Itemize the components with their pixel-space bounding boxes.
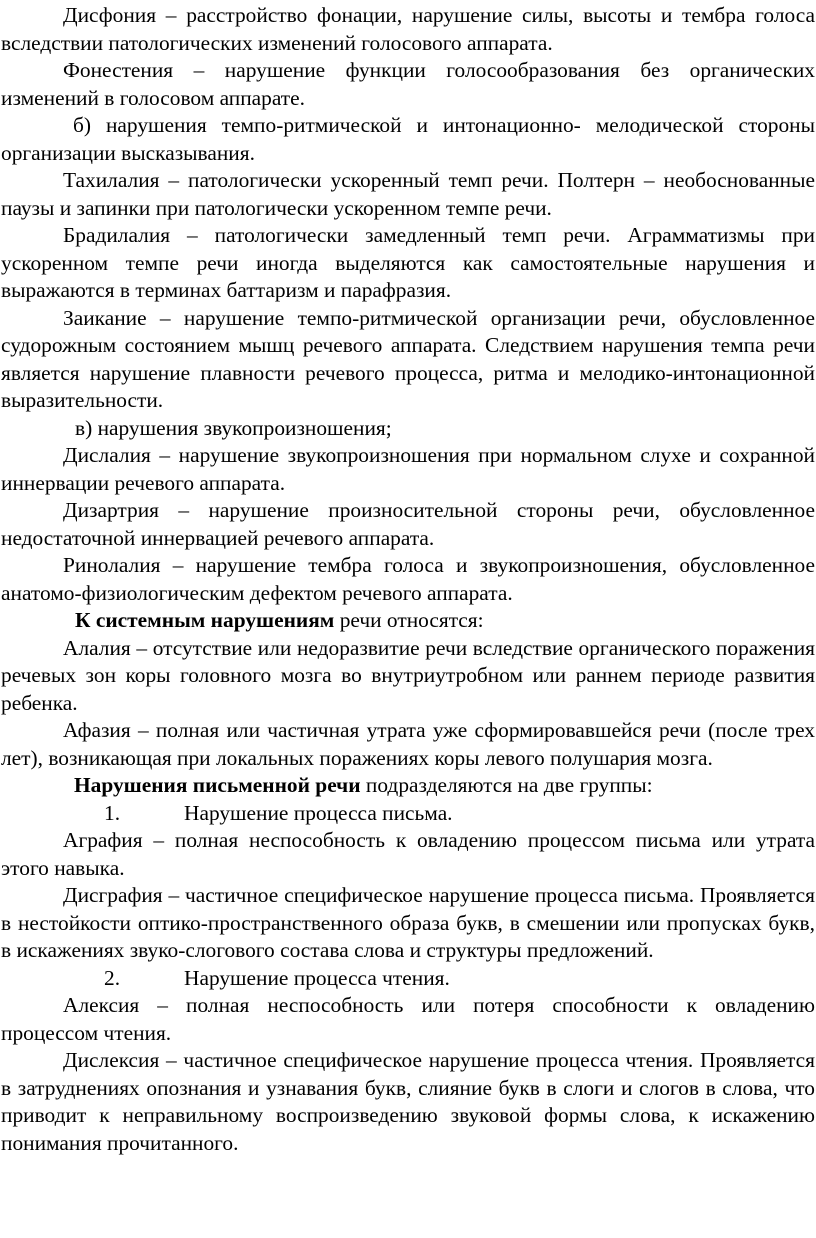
paragraph-alalia: Алалия – отсутствие или недоразвитие речи вследствие органического поражения речевых зон коры головного мозга во внутриутробном или раннем периоде развития ребенка. — [1, 635, 815, 715]
list-item-label: Нарушение процесса чтения. — [184, 965, 450, 990]
paragraph-tempo-heading: б) нарушения темпо-ритмической и интонационно- мелодической стороны организации высказывания. — [1, 113, 815, 165]
paragraph-articulation-heading: в) нарушения звукопроизношения; — [75, 415, 392, 440]
list-item-writing — [1, 800, 815, 828]
paragraph-dysgraphia: Дисграфия – частичное специфическое нарушение процесса письма. Проявляется в нестойкости оптико-пространственного образа букв, в смешении или пропусках букв, в искажениях звуко-слогового состава слова и структуры предложений. — [1, 883, 815, 962]
paragraph-aphasia: Афазия – полная или частичная утрата уже сформировавшейся речи (после трех лет), возникающая при локальных поражениях коры левого полушария мозга. — [1, 718, 815, 770]
systemic-heading-bold: К системным нарушениям — [75, 608, 335, 632]
list-item-label: Нарушение процесса письма. — [184, 800, 453, 825]
written-heading-bold: Нарушения письменной речи — [74, 773, 361, 797]
paragraph-dyslexia: Дислексия – частичное специфическое нарушение процесса чтения. Проявляется в затруднениях опознания и узнавания букв, слияние букв в слоги и слогов в слова, что приводит к неправильному воспроизведению звуковой формы слова, к искажению понимания прочитанного. — [1, 1048, 815, 1155]
list-item-reading — [1, 965, 815, 993]
paragraph-tachylalia: Тахилалия – патологически ускоренный темп речи. Полтерн – необоснованные паузы и запинки при патологически ускоренном темпе речи. — [1, 168, 815, 220]
paragraph-stuttering: Заикание – нарушение темпо-ритмической организации речи, обусловленное судорожным состоянием мышц речевого аппарата. Следствием нарушения темпа речи является нарушение плавности речевого процесса, ритма и мелодико-интонационной выразительности. — [1, 305, 815, 412]
list-number: 2. — [104, 965, 121, 990]
paragraph-agraphia: Аграфия – полная неспособность к овладению процессом письма или утрата этого навыка. — [1, 828, 815, 880]
paragraph-bradylalia: Брадилалия – патологически замедленный темп речи. Аграмматизмы при ускоренном темпе речи иногда выделяются как самостоятельные нарушения и выражаются в терминах баттаризм и парафразия. — [1, 223, 815, 302]
paragraph-alexia: Алексия – полная неспособность или потеря способности к овладению процессом чтения. — [1, 993, 815, 1045]
paragraph-dyslalia: Дислалия – нарушение звукопроизношения при нормальном слухе и сохранной иннервации речевого аппарата. — [1, 443, 815, 495]
paragraph-written-heading — [1, 772, 815, 800]
paragraph-phonasthenia: Фонестения – нарушение функции голосообразования без органических изменений в голосовом аппарате. — [1, 58, 815, 110]
paragraph-dysarthria: Дизартрия – нарушение произносительной стороны речи, обусловленное недостаточной иннервацией речевого аппарата. — [1, 498, 815, 550]
paragraph-rhinolalia: Ринолалия – нарушение тембра голоса и звукопроизношения, обусловленное анатомо-физиологическим дефектом речевого аппарата. — [1, 553, 815, 605]
list-number: 1. — [104, 800, 121, 825]
paragraph-systemic-heading — [1, 607, 815, 635]
written-heading-rest: подразделяются на две группы: — [360, 773, 653, 797]
paragraph-dysphonia: Дисфония – расстройство фонации, нарушение силы, высоты и тембра голоса вследствии патологических изменений голосового аппарата. — [1, 3, 815, 55]
systemic-heading-rest: речи относятся: — [334, 608, 484, 632]
